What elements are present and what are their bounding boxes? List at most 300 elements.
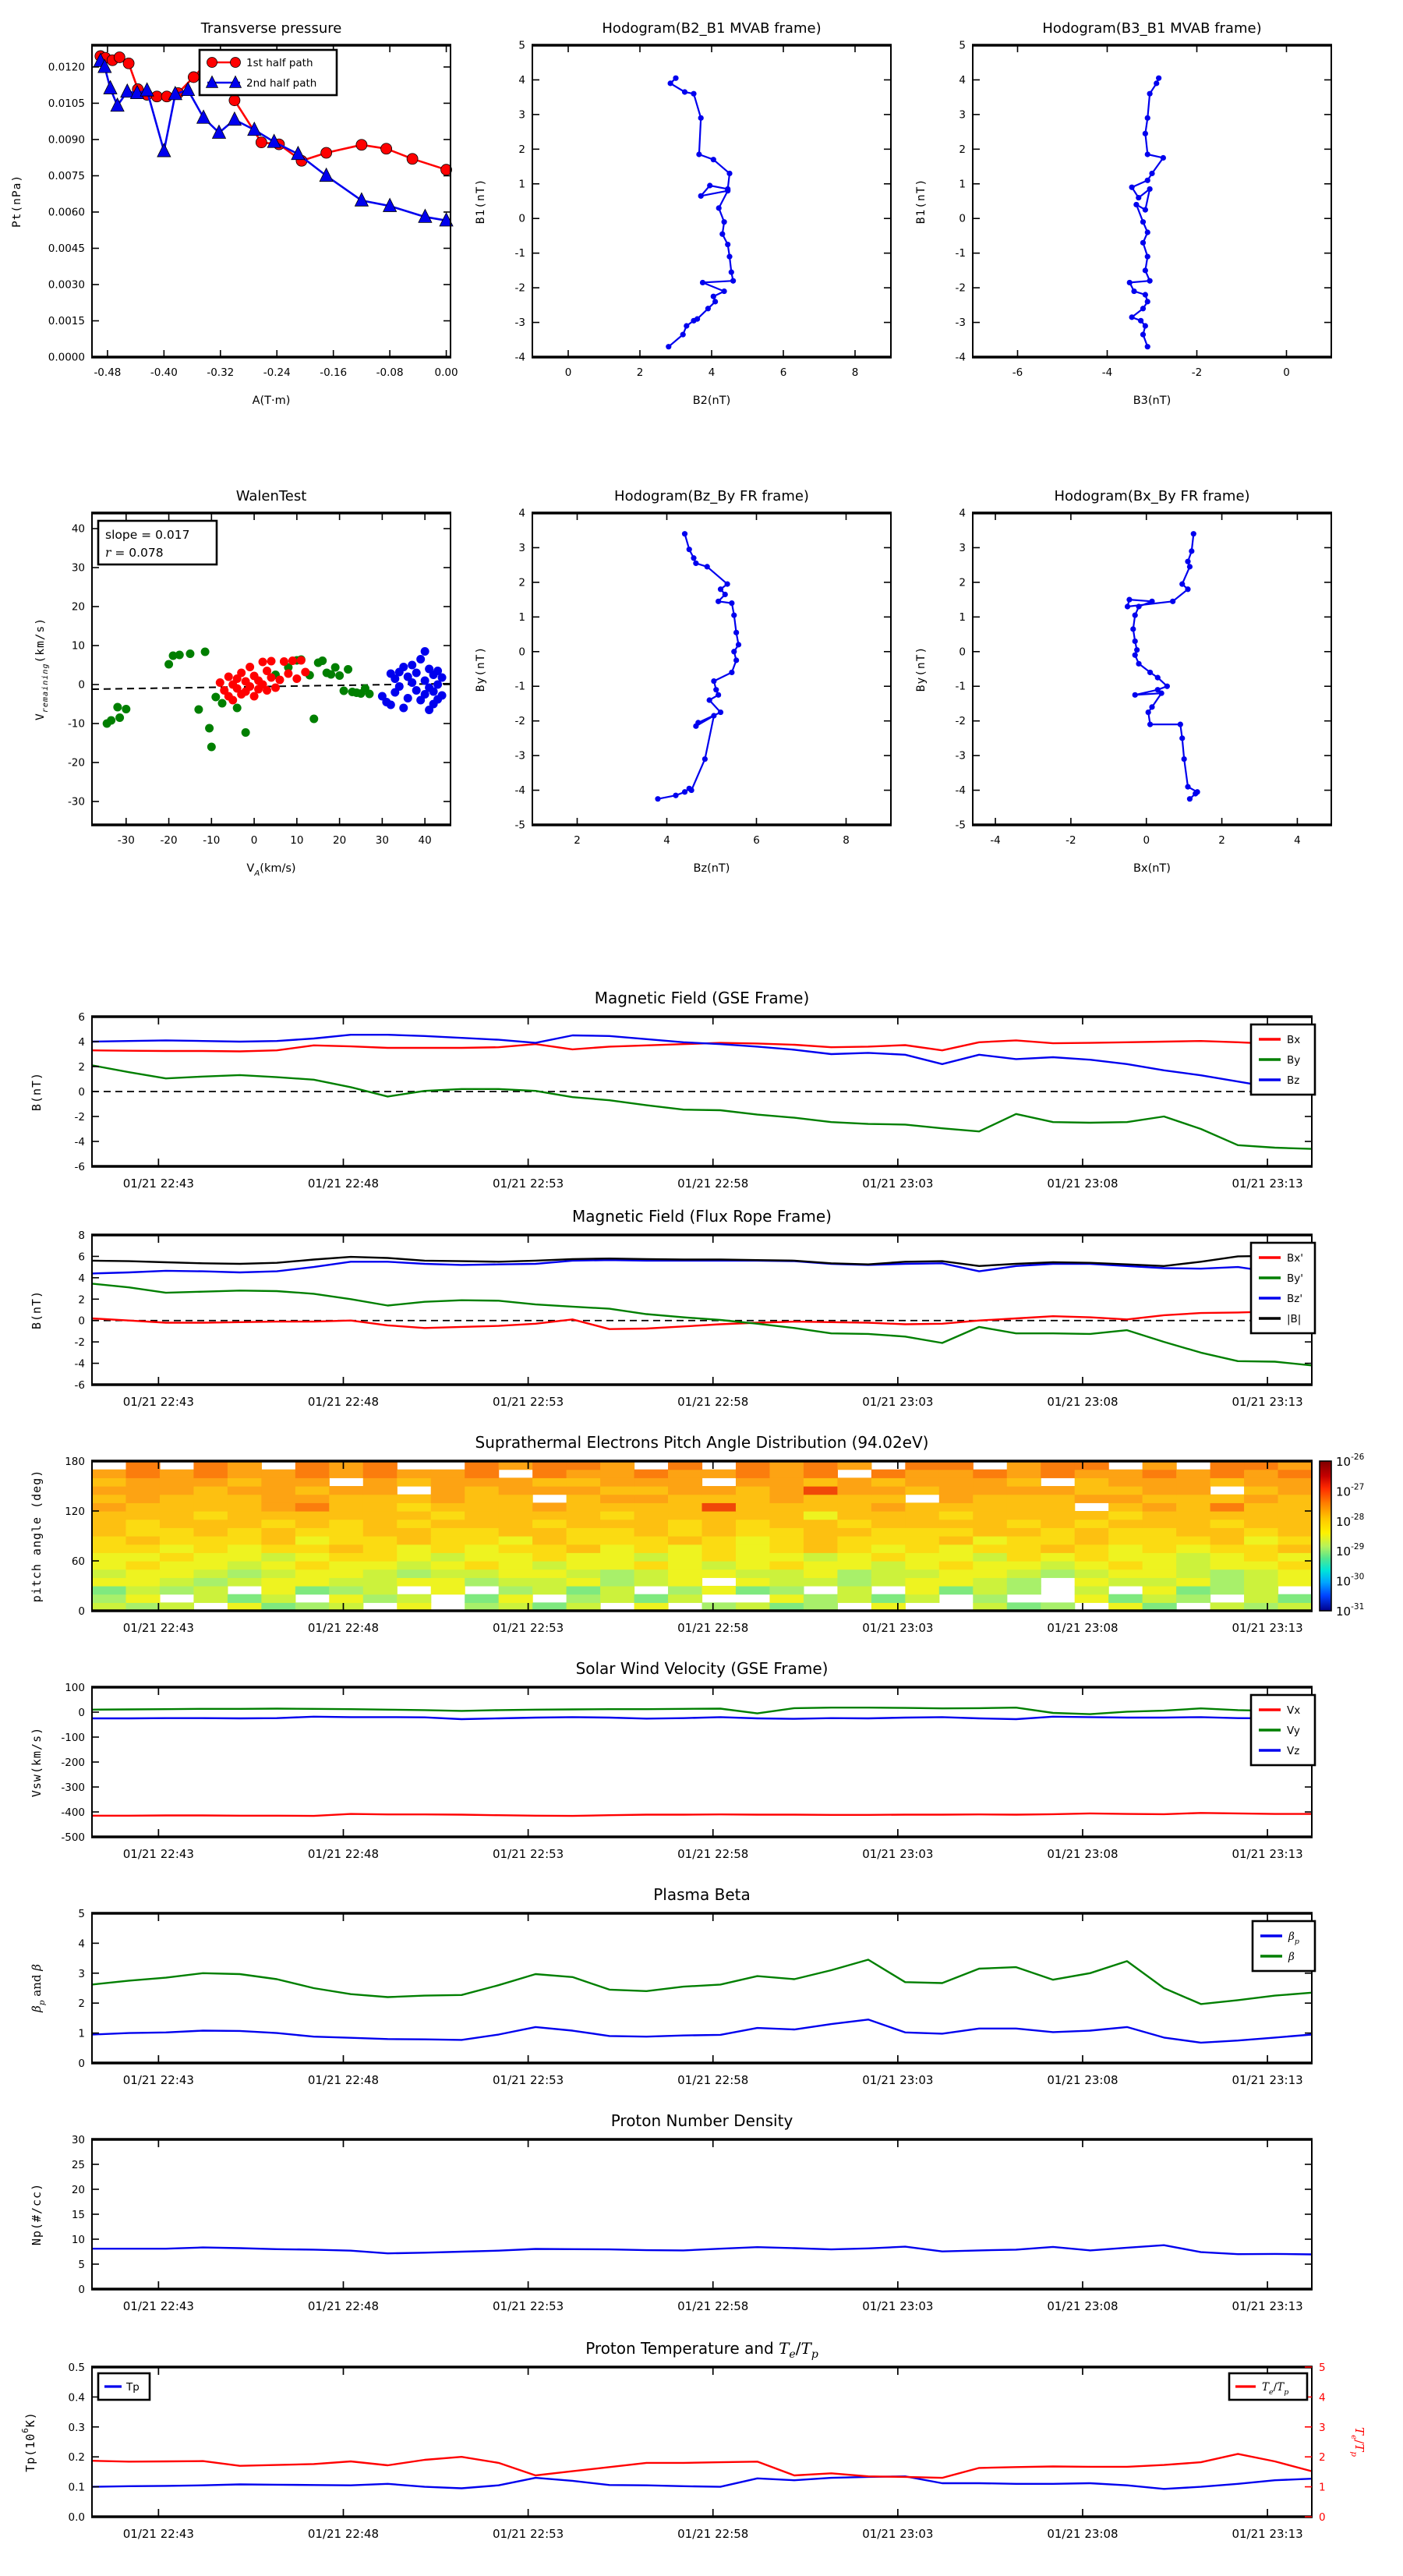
heatmap-cell <box>397 1502 431 1511</box>
legend-label: By <box>1287 1054 1301 1067</box>
heatmap-cell <box>329 1594 363 1603</box>
heatmap-cell <box>92 1502 126 1511</box>
heatmap-cell <box>329 1536 363 1545</box>
heatmap-cell <box>769 1502 804 1511</box>
y-tick-label: -2 <box>74 1336 85 1350</box>
panel-b_fr <box>30 1207 1315 1409</box>
y-tick-label: 4 <box>78 1937 85 1951</box>
y-tick-label: -2 <box>955 281 966 295</box>
scatter-point-green <box>331 663 340 672</box>
marker-circle <box>151 91 162 102</box>
heatmap-cell <box>363 1577 398 1586</box>
y-tick-label: -200 <box>61 1757 85 1769</box>
heatmap-cell <box>160 1586 194 1594</box>
hodogram-point <box>730 278 736 284</box>
heatmap-cell <box>160 1552 194 1561</box>
heatmap-cell <box>939 1486 974 1495</box>
heatmap-cell <box>973 1594 1007 1603</box>
heatmap-cell <box>1075 1527 1109 1536</box>
y-tick-label: 4 <box>78 1272 85 1285</box>
heatmap-cell <box>973 1495 1007 1503</box>
heatmap-cell <box>1041 1545 1075 1553</box>
heatmap-cell <box>1244 1577 1278 1586</box>
heatmap-cell <box>499 1545 533 1553</box>
heatmap-cell <box>600 1552 634 1561</box>
scatter-point-green <box>107 717 115 725</box>
heatmap-cell <box>1108 1545 1143 1553</box>
hodogram-point <box>1187 796 1193 801</box>
heatmap-cell <box>92 1594 126 1603</box>
y-tick-label: -500 <box>61 1831 85 1844</box>
heatmap-cell <box>736 1470 770 1478</box>
x-tick-label: -30 <box>117 834 135 847</box>
heatmap-cell <box>600 1577 634 1586</box>
y-axis-label-right: $T_e/T_p$ <box>1349 2426 1366 2457</box>
heatmap-cell <box>1176 1470 1210 1478</box>
heatmap-cell <box>1244 1594 1278 1603</box>
y-tick-label: 40 <box>71 522 85 536</box>
heatmap-cell <box>1108 1486 1143 1495</box>
x-tick-label: -6 <box>1012 366 1023 379</box>
time-tick-label: 01/21 22:58 <box>677 1847 749 1861</box>
hodogram-point <box>1140 240 1146 246</box>
heatmap-cell <box>702 1486 737 1495</box>
y-tick-label: -6 <box>74 1161 85 1173</box>
heatmap-cell <box>193 1561 228 1569</box>
heatmap-cell <box>905 1536 939 1545</box>
heatmap-cell <box>804 1577 838 1586</box>
heatmap-cell <box>431 1545 465 1553</box>
heatmap-cell <box>1041 1520 1075 1528</box>
heatmap-cell <box>499 1594 533 1603</box>
heatmap-cell <box>1007 1527 1041 1536</box>
heatmap-cell <box>905 1470 939 1478</box>
heatmap-cell <box>634 1470 669 1478</box>
scatter-point-green <box>194 706 203 714</box>
scatter-point-green <box>309 715 318 724</box>
series-Vz <box>92 1717 1312 1719</box>
heatmap-cell <box>804 1536 838 1545</box>
heatmap-cell <box>736 1511 770 1520</box>
heatmap-cell <box>600 1520 634 1528</box>
scatter-point-blue <box>416 655 425 663</box>
legend-label: Bz <box>1287 1074 1300 1087</box>
heatmap-cell <box>295 1577 330 1586</box>
heatmap-cell <box>634 1520 669 1528</box>
y-tick-label: 5 <box>959 39 966 52</box>
hodogram-point <box>713 687 719 692</box>
heatmap-cell <box>329 1569 363 1578</box>
x-tick-label: -4 <box>1101 366 1113 379</box>
heatmap-cell <box>465 1477 499 1486</box>
scatter-point-blue <box>399 663 408 671</box>
y-tick-label: 5 <box>78 2259 85 2271</box>
scatter-point-green <box>218 699 227 708</box>
heatmap-cell <box>465 1545 499 1553</box>
heatmap-cell <box>92 1527 126 1536</box>
heatmap-cell <box>1075 1594 1109 1603</box>
hodogram-point <box>1133 613 1138 618</box>
heatmap-cell <box>228 1486 262 1495</box>
y-tick-label: 10 <box>71 639 85 653</box>
heatmap-cell <box>600 1569 634 1578</box>
heatmap-cell <box>465 1577 499 1586</box>
heatmap-cell <box>1143 1470 1177 1478</box>
heatmap-cell <box>973 1486 1007 1495</box>
heatmap-cell <box>1143 1577 1177 1586</box>
plot-walen <box>34 488 451 878</box>
heatmap-cell <box>532 1486 567 1495</box>
heatmap-cell <box>837 1527 871 1536</box>
y-tick-label: 8 <box>78 1230 85 1242</box>
heatmap-cell <box>736 1486 770 1495</box>
x-tick-label: 30 <box>375 834 389 847</box>
scatter-point-red <box>216 678 224 687</box>
scatter-point-blue <box>399 704 408 713</box>
y-tick-label: 5 <box>518 39 525 52</box>
panel-b_gse <box>30 989 1315 1191</box>
heatmap-cell <box>668 1552 702 1561</box>
y-tick-label: -1 <box>955 680 966 693</box>
hodogram-point <box>1134 647 1140 653</box>
heatmap-cell <box>905 1545 939 1553</box>
heatmap-cell <box>1007 1486 1041 1495</box>
heatmap-cell <box>228 1561 262 1569</box>
heatmap-cell <box>1075 1511 1109 1520</box>
plot-title: Hodogram(Bz_By FR frame) <box>614 488 809 504</box>
heatmap-cell <box>228 1495 262 1503</box>
y-tick-label: 60 <box>71 1555 85 1568</box>
y-tick-label: 0 <box>959 646 966 659</box>
y-tick-label: 0.3 <box>68 2421 85 2434</box>
y-tick-label: -3 <box>514 317 525 330</box>
heatmap-cell <box>1210 1502 1245 1511</box>
hodogram-path <box>658 534 739 799</box>
x-tick-label: -0.16 <box>320 366 348 379</box>
heatmap-cell <box>92 1552 126 1561</box>
marker-circle <box>407 154 418 165</box>
y-tick-label: 0 <box>518 212 525 225</box>
heatmap-cell <box>431 1527 465 1536</box>
x-tick-label: 0 <box>1143 834 1150 847</box>
time-tick-label: 01/21 23:13 <box>1232 1621 1303 1635</box>
x-tick-label: 6 <box>779 366 787 379</box>
heatmap-cell <box>125 1527 160 1536</box>
heatmap-cell <box>295 1527 330 1536</box>
heatmap-cell <box>1041 1486 1075 1495</box>
hodogram-point <box>1140 332 1146 338</box>
heatmap-cell <box>92 1569 126 1578</box>
heatmap-cell <box>871 1536 906 1545</box>
heatmap-cell <box>939 1495 974 1503</box>
heatmap-cell <box>363 1486 398 1495</box>
scatter-point-red <box>224 673 233 681</box>
heatmap-cell <box>228 1527 262 1536</box>
heatmap-cell <box>871 1552 906 1561</box>
heatmap-cell <box>295 1486 330 1495</box>
heatmap-cell <box>702 1502 737 1511</box>
heatmap-cell <box>736 1477 770 1486</box>
heatmap-cell <box>668 1561 702 1569</box>
heatmap-cell <box>397 1477 431 1486</box>
heatmap-cell <box>567 1520 601 1528</box>
hodogram-point <box>1143 292 1148 297</box>
time-tick-label: 01/21 22:43 <box>122 1395 194 1409</box>
heatmap-cell <box>1108 1502 1143 1511</box>
heatmap-cell <box>193 1536 228 1545</box>
y-tick-label: 0.0045 <box>48 242 85 255</box>
heatmap-cell <box>973 1586 1007 1594</box>
heatmap-cell <box>532 1527 567 1536</box>
heatmap-cell <box>125 1511 160 1520</box>
heatmap-cell <box>567 1586 601 1594</box>
y-axis-label: $V_{remaining}(km/s)$ <box>34 617 50 720</box>
heatmap-cell <box>363 1552 398 1561</box>
heatmap-cell <box>1143 1552 1177 1561</box>
hodogram-point <box>1143 323 1148 328</box>
legend-label: 2nd half path <box>246 77 317 90</box>
heatmap-cell <box>1176 1527 1210 1536</box>
scatter-point-red <box>246 682 254 691</box>
scatter-point-blue <box>412 669 421 678</box>
heatmap-cell <box>567 1502 601 1511</box>
heatmap-cell <box>973 1527 1007 1536</box>
heatmap-cell <box>1075 1577 1109 1586</box>
time-tick-label: 01/21 23:08 <box>1047 1847 1119 1861</box>
heatmap-cell <box>160 1477 194 1486</box>
heatmap-cell <box>1278 1502 1313 1511</box>
heatmap-cell <box>1108 1577 1143 1586</box>
heatmap-cell <box>905 1520 939 1528</box>
heatmap-cell <box>634 1577 669 1586</box>
heatmap-cell <box>567 1486 601 1495</box>
heatmap-cell <box>1278 1561 1313 1569</box>
time-tick-label: 01/21 22:53 <box>492 1395 564 1409</box>
time-tick-label: 01/21 23:13 <box>1232 1177 1303 1191</box>
hodogram-point <box>1185 559 1190 564</box>
time-tick-label: 01/21 23:13 <box>1232 2527 1303 2541</box>
y-tick-label: -5 <box>514 819 525 832</box>
heatmap-cell <box>1007 1477 1041 1486</box>
heatmap-cell <box>634 1545 669 1553</box>
hodogram-point <box>1143 131 1148 136</box>
heatmap-cell <box>1278 1520 1313 1528</box>
heatmap-cell <box>532 1586 567 1594</box>
y-tick-label-right: 5 <box>1319 2362 1326 2374</box>
heatmap-cell <box>92 1545 126 1553</box>
heatmap-cell <box>634 1511 669 1520</box>
colorbar-label: $10^{-30}$ <box>1336 1572 1365 1589</box>
y-tick-label-right: 0 <box>1319 2511 1326 2524</box>
heatmap-cell <box>837 1486 871 1495</box>
heatmap-cell <box>532 1536 567 1545</box>
heatmap-cell <box>1108 1569 1143 1578</box>
hodogram-point <box>687 547 692 552</box>
heatmap-cell <box>228 1520 262 1528</box>
heatmap-cell <box>125 1561 160 1569</box>
time-tick-label: 01/21 23:08 <box>1047 2073 1119 2087</box>
y-tick-label-right: 2 <box>1319 2451 1326 2465</box>
heatmap-cell <box>465 1502 499 1511</box>
heatmap-cell <box>1075 1545 1109 1553</box>
colorbar-label: $10^{-28}$ <box>1336 1512 1365 1529</box>
heatmap-cell <box>1143 1561 1177 1569</box>
heatmap-cell <box>736 1552 770 1561</box>
heatmap-cell <box>1108 1561 1143 1569</box>
heatmap-cell <box>1108 1527 1143 1536</box>
heatmap-cell <box>769 1511 804 1520</box>
heatmap-cell <box>125 1520 160 1528</box>
heatmap-cell <box>1176 1569 1210 1578</box>
marker-triangle <box>292 147 305 160</box>
heatmap-cell <box>634 1594 669 1603</box>
heatmap-cell <box>92 1577 126 1586</box>
x-tick-label: 0.00 <box>434 366 458 379</box>
hodogram-point <box>702 756 708 762</box>
x-tick-label: -0.48 <box>94 366 122 379</box>
marker-triangle <box>355 193 368 206</box>
heatmap-cell <box>499 1577 533 1586</box>
heatmap-cell <box>905 1502 939 1511</box>
y-tick-label: -6 <box>74 1379 85 1392</box>
heatmap-cell <box>1244 1477 1278 1486</box>
heatmap-cell <box>125 1486 160 1495</box>
heatmap-cell <box>1244 1495 1278 1503</box>
heatmap-cell <box>668 1511 702 1520</box>
legend-label: Bx' <box>1287 1252 1303 1265</box>
heatmap-cell <box>567 1511 601 1520</box>
heatmap-cell <box>837 1511 871 1520</box>
time-tick-label: 01/21 23:08 <box>1047 1395 1119 1409</box>
hodogram-point <box>1179 582 1185 587</box>
heatmap-cell <box>193 1520 228 1528</box>
hodogram-point <box>666 344 671 349</box>
heatmap-cell <box>567 1536 601 1545</box>
heatmap-cell <box>465 1552 499 1561</box>
heatmap-cell <box>160 1545 194 1553</box>
hodogram-point <box>1145 151 1150 157</box>
heatmap-cell <box>125 1586 160 1594</box>
y-tick-label: 4 <box>959 73 966 87</box>
heatmap-cell <box>668 1470 702 1478</box>
marker-circle <box>256 137 267 148</box>
marker-circle <box>229 95 240 106</box>
heatmap-cell <box>600 1586 634 1594</box>
heatmap-cell <box>736 1520 770 1528</box>
scatter-point-green <box>113 703 122 712</box>
heatmap-cell <box>193 1486 228 1495</box>
hodogram-point <box>1170 599 1175 604</box>
heatmap-cell <box>973 1477 1007 1486</box>
marker-circle <box>188 72 199 83</box>
y-axis-label: B(nT) <box>30 1071 44 1112</box>
heatmap-cell <box>1244 1586 1278 1594</box>
heatmap-cell <box>668 1594 702 1603</box>
x-tick-label: 0 <box>1283 366 1290 379</box>
heatmap-cell <box>804 1470 838 1478</box>
heatmap-cell <box>567 1470 601 1478</box>
hodogram-point <box>687 786 692 791</box>
scatter-point-red <box>259 658 267 667</box>
heatmap-cell <box>600 1536 634 1545</box>
heatmap-cell <box>1041 1511 1075 1520</box>
y-tick-label: -4 <box>514 784 525 798</box>
heatmap-cell <box>1143 1527 1177 1536</box>
heatmap-cell <box>532 1545 567 1553</box>
heatmap-cell <box>837 1594 871 1603</box>
scatter-point-green <box>175 651 184 660</box>
heatmap-cell <box>431 1502 465 1511</box>
heatmap-cell <box>905 1552 939 1561</box>
y-tick-label: 30 <box>71 2134 85 2146</box>
heatmap-cell <box>499 1495 533 1503</box>
heatmap-cell <box>634 1527 669 1536</box>
plot-title: Transverse pressure <box>200 20 342 37</box>
heatmap-cell <box>532 1577 567 1586</box>
time-tick-label: 01/21 22:58 <box>677 1177 749 1191</box>
panel-title: Solar Wind Velocity (GSE Frame) <box>575 1659 829 1678</box>
legend-label: $T_e/T_p$ <box>1262 2381 1289 2397</box>
x-tick-label: -2 <box>1066 834 1076 847</box>
hodogram-point <box>1133 692 1138 698</box>
time-tick-label: 01/21 23:13 <box>1232 1847 1303 1861</box>
heatmap-cell <box>1108 1594 1143 1603</box>
heatmap-cell <box>769 1552 804 1561</box>
colorbar-label: $10^{-29}$ <box>1336 1542 1365 1559</box>
heatmap-cell <box>1176 1552 1210 1561</box>
annotation-r: r = 0.078 <box>105 546 164 560</box>
heatmap-cell <box>871 1502 906 1511</box>
y-tick-label: 2 <box>959 576 966 589</box>
x-axis-label: B2(nT) <box>692 395 731 407</box>
heatmap-cell <box>973 1502 1007 1511</box>
heatmap-cell <box>871 1495 906 1503</box>
y-tick-label: 180 <box>65 1456 85 1468</box>
heatmap-cell <box>125 1552 160 1561</box>
heatmap-cell <box>228 1594 262 1603</box>
heatmap-cell <box>1143 1545 1177 1553</box>
heatmap-cell <box>973 1520 1007 1528</box>
hodogram-point <box>693 724 698 729</box>
hodogram-point <box>691 91 696 97</box>
hodogram-point <box>1129 314 1135 320</box>
heatmap-cell <box>397 1561 431 1569</box>
heatmap-cell <box>1176 1561 1210 1569</box>
y-tick-label: -1 <box>514 247 525 260</box>
heatmap-cell <box>160 1470 194 1478</box>
legend-label: Tp <box>126 2381 140 2394</box>
x-axis-label: Bz(nT) <box>693 862 730 875</box>
heatmap-cell <box>600 1527 634 1536</box>
y-tick-label: 0.0105 <box>48 97 85 110</box>
heatmap-cell <box>1244 1511 1278 1520</box>
heatmap-cell <box>769 1545 804 1553</box>
marker-circle <box>356 140 367 150</box>
heatmap-cell <box>295 1552 330 1561</box>
heatmap-cell <box>1210 1470 1245 1478</box>
heatmap-cell <box>804 1495 838 1503</box>
scatter-point-red <box>301 668 309 677</box>
heatmap-cell <box>1041 1569 1075 1578</box>
scatter-point-green <box>186 649 194 658</box>
heatmap-cell <box>702 1520 737 1528</box>
y-tick-label: 3 <box>518 541 525 554</box>
y-tick-label: 0.0120 <box>48 61 85 74</box>
heatmap-cell <box>228 1502 262 1511</box>
hodogram-point <box>719 232 725 237</box>
hodogram-point <box>1147 722 1153 727</box>
heatmap-cell <box>295 1511 330 1520</box>
